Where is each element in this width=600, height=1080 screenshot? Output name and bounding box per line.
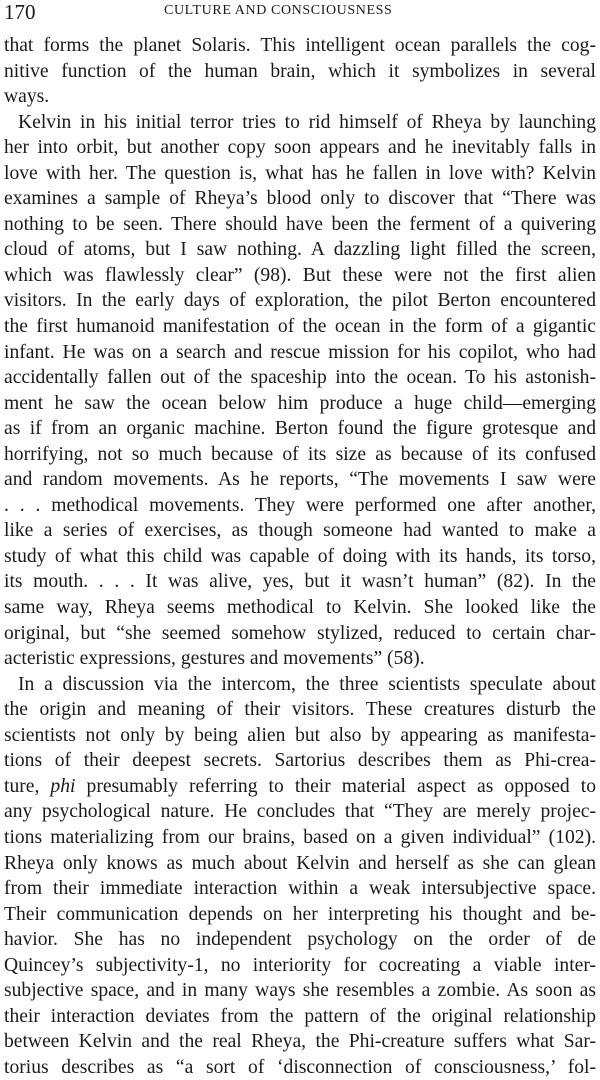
text-line: Rheya only knows as much about Kelvin and herself as she can glean — [4, 852, 596, 874]
text-line: nothing to be seen. There should have been the ferment of a quivering — [4, 213, 596, 235]
text-line: like a series of exercises, as though someone had wanted to make a — [4, 520, 596, 542]
text-line: accidentally fallen out of the spaceship into the ocean. To his astonish- — [4, 367, 596, 389]
text-line: original, but “she seemed somehow stylized, reduced to certain char- — [4, 622, 596, 644]
text-line: horrifying, not so much because of its size as because of its confused — [4, 443, 596, 465]
text-line: between Kelvin and the real Rheya, the Phi-creature suffers what Sar- — [4, 1031, 596, 1053]
text-line: love with her. The question is, what has he fallen in love with? Kelvin — [4, 162, 596, 184]
text-line: nitive function of the human brain, which it symbolizes in several — [4, 60, 596, 82]
text-line: its mouth. . . . It was alive, yes, but it wasn’t human” (82). In the — [4, 571, 596, 593]
text-line: Their communication depends on her interpreting his thought and be- — [4, 903, 596, 925]
text-line: In a discussion via the intercom, the three scientists speculate about — [18, 673, 596, 695]
page-number: 170 — [4, 0, 36, 24]
text-line: . . . methodical movements. They were performed one after another, — [4, 494, 596, 516]
text-line: examines a sample of Rheya’s blood only to discover that “There was — [4, 188, 596, 210]
text-line: and random movements. As he reports, “The movements I saw were — [4, 469, 596, 491]
text-line: tions materializing from our brains, based on a given individual” (102). — [4, 826, 596, 848]
text-line: scientists not only by being alien but also by appearing as manifesta- — [4, 724, 596, 746]
text-line: tions of their deepest secrets. Sartorius describes them as Phi-crea- — [4, 750, 596, 772]
text-line: study of what this child was capable of doing with its hands, its torso, — [4, 545, 596, 567]
running-title: CULTURE AND CONSCIOUSNESS — [164, 3, 393, 18]
text-line: from their immediate interaction within a weak intersubjective space. — [4, 878, 596, 900]
text-line: which was flawlessly clear” (98). But these were not the first alien — [4, 264, 596, 286]
text-line: ways. — [4, 86, 50, 108]
text-line: Quincey’s subjectivity-1, no interiority for cocreating a viable inter- — [4, 954, 596, 976]
text-line: the origin and meaning of their visitors. These creatures disturb the — [4, 699, 596, 721]
text-line: Kelvin in his initial terror tries to rid himself of Rheya by launching — [18, 111, 596, 133]
text-line: infant. He was on a search and rescue mission for his copilot, who had — [4, 341, 596, 363]
text-line: subjective space, and in many ways she resembles a zombie. As soon as — [4, 980, 596, 1002]
text-line: acteristic expressions, gestures and movements” (58). — [4, 648, 425, 670]
text-line: ment he saw the ocean below him produce a huge child—emerging — [4, 392, 596, 414]
running-head — [0, 0, 600, 26]
text-line: as if from an organic machine. Berton found the figure grotesque and — [4, 418, 596, 440]
text-line: the first humanoid manifestation of the ocean in the form of a gigantic — [4, 316, 596, 338]
text-line: visitors. In the early days of exploration, the pilot Berton encountered — [4, 290, 596, 312]
text-line: that forms the planet Solaris. This intelligent ocean parallels the cog- — [4, 35, 596, 56]
text-line: same way, Rheya seems methodical to Kelvin. She looked like the — [4, 597, 596, 619]
italic-term: phi — [50, 775, 76, 797]
text-line: torius describes as “a sort of ‘disconnection of consciousness,’ fol- — [4, 1056, 596, 1078]
text-line: ture, phi presumably referring to their material aspect as opposed to — [4, 775, 596, 797]
text-line: havior. She has no independent psychology on the order of de — [4, 929, 596, 951]
text-line: any psychological nature. He concludes that “They are merely projec- — [4, 801, 596, 823]
body-text — [4, 33, 596, 1080]
text-line: cloud of atoms, but I saw nothing. A dazzling light filled the screen, — [4, 239, 596, 261]
text-line: her into orbit, but another copy soon appears and he inevitably falls in — [4, 137, 596, 159]
text-line: their interaction deviates from the pattern of the original relationship — [4, 1005, 596, 1027]
